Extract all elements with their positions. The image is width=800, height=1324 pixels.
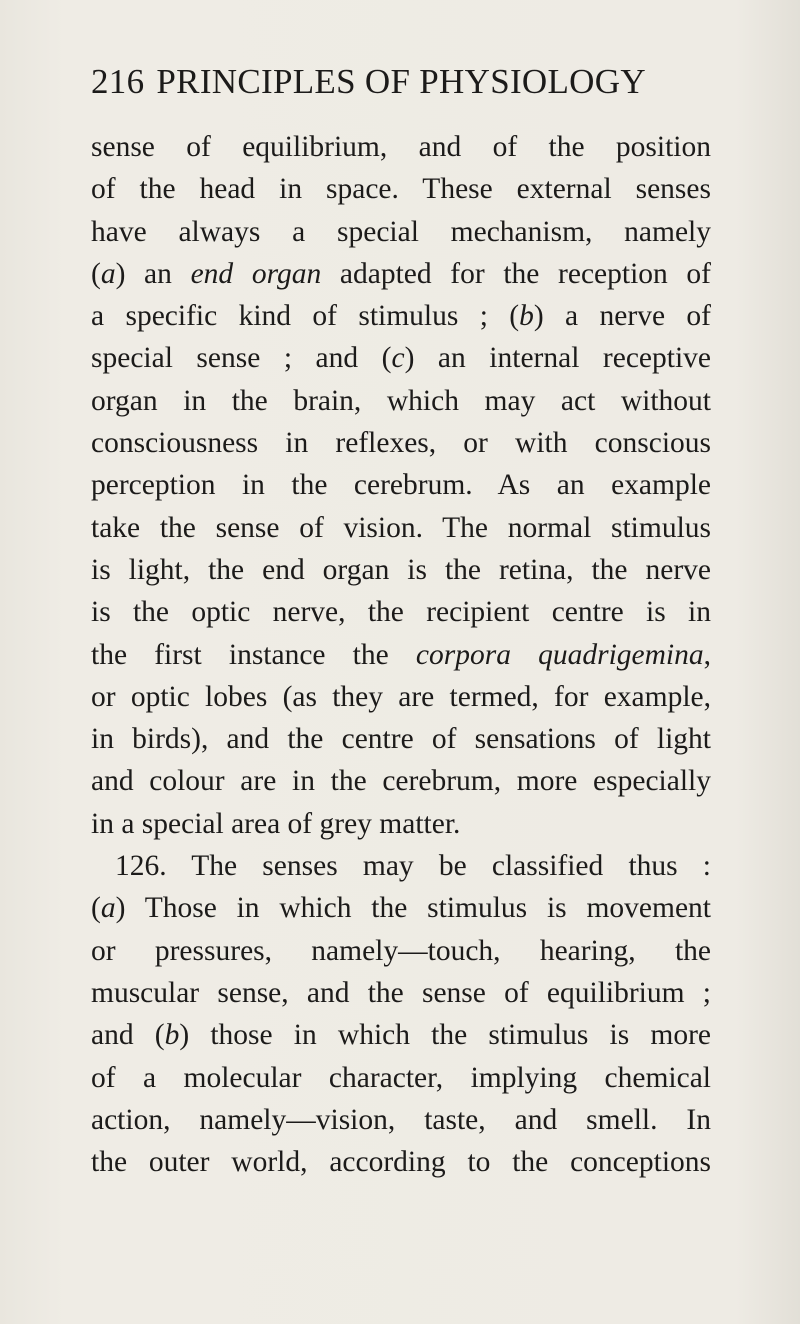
text-line: and colour are in the cerebrum, more especially bbox=[91, 765, 711, 798]
text-line: sense of equilibrium, and of the position bbox=[91, 131, 711, 163]
text-line: special sense ; and (c) an internal receptive bbox=[91, 342, 712, 375]
text-line: is light, the end organ is the retina, the nerve bbox=[91, 553, 711, 586]
text-line: in birds), and the centre of sensations of light bbox=[91, 723, 711, 756]
text-line: perception in the cerebrum. As an example bbox=[91, 469, 711, 502]
text-line: have always a special mechanism, namely bbox=[91, 215, 711, 248]
text-line: and (b) those in which the stimulus is more bbox=[91, 1019, 711, 1052]
text-line: the first instance the corpora quadrigemina, bbox=[91, 638, 711, 671]
text-line: is the optic nerve, the recipient centre is in bbox=[91, 596, 711, 629]
text-line: of a molecular character, implying chemical bbox=[91, 1061, 711, 1094]
page-header bbox=[91, 62, 711, 102]
text-line: action, namely—vision, taste, and smell. In bbox=[91, 1103, 711, 1136]
body-text bbox=[91, 126, 711, 1183]
text-line: take the sense of vision. The normal stimulus bbox=[91, 511, 711, 544]
text-line: (a) Those in which the stimulus is movement bbox=[91, 892, 711, 925]
text-line: of the head in space. These external senses bbox=[91, 173, 711, 206]
page-number: 216 bbox=[91, 62, 145, 101]
text-line: or optic lobes (as they are termed, for example, bbox=[91, 680, 711, 713]
text-line: consciousness in reflexes, or with conscious bbox=[91, 427, 711, 460]
text-line: muscular sense, and the sense of equilibrium ; bbox=[91, 976, 711, 1009]
text-line: a specific kind of stimulus ; (b) a nerve of bbox=[91, 300, 711, 333]
text-line: (a) an end organ adapted for the reception of bbox=[91, 257, 712, 290]
text-line: organ in the brain, which may act without bbox=[91, 384, 711, 417]
running-title: PRINCIPLES OF PHYSIOLOGY bbox=[156, 62, 646, 101]
text-line: or pressures, namely—touch, hearing, the bbox=[91, 934, 711, 967]
text-line: in a special area of grey matter. bbox=[91, 807, 461, 840]
text-line: 126. The senses may be classified thus : bbox=[115, 850, 711, 883]
text-line: the outer world, according to the conceptions bbox=[91, 1146, 711, 1179]
